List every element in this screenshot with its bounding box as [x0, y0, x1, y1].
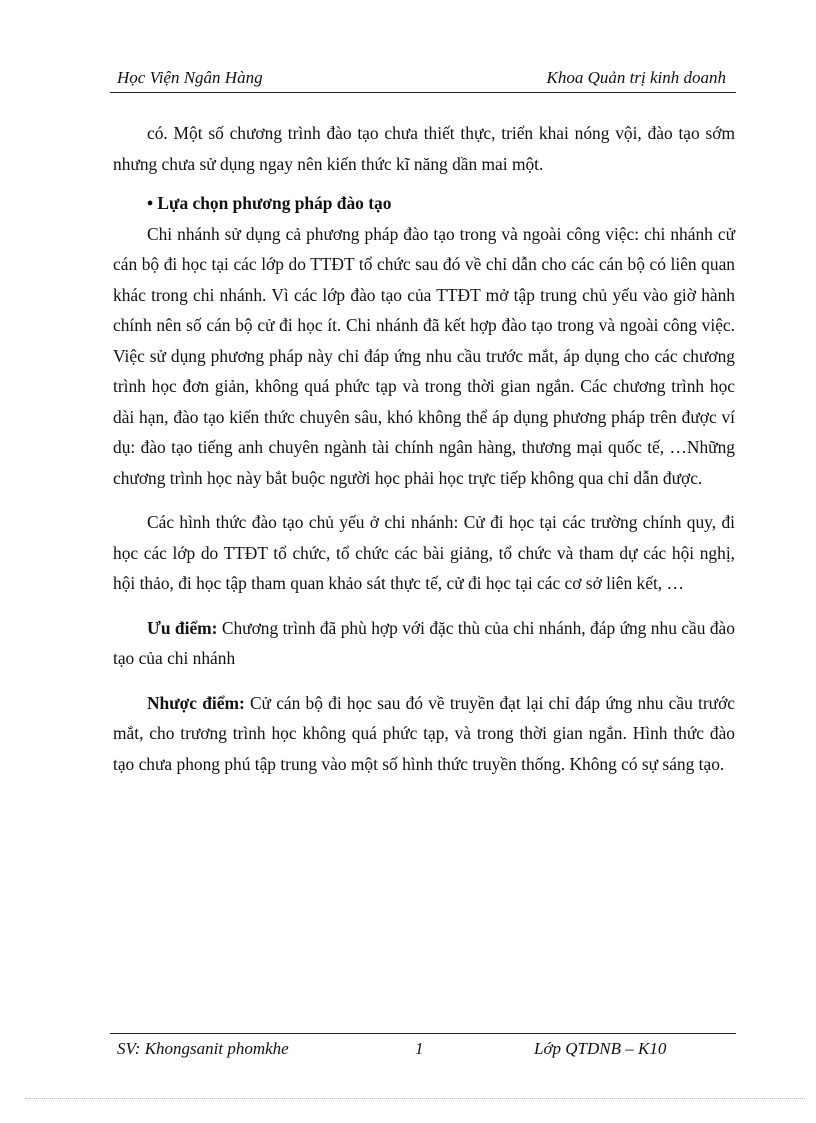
footer-class: Lớp QTDNB – K10 [534, 1039, 667, 1058]
paragraph-advantages [113, 613, 735, 674]
advantages-label: Ưu điểm: [147, 617, 218, 638]
page-boundary-line [25, 1098, 805, 1099]
page-header [110, 64, 736, 93]
page-footer [110, 1033, 736, 1062]
paragraph-forms: Các hình thức đào tạo chủ yếu ở chi nhánh: Cử đi học tại các trường chính quy, đi học các lớp do TTĐT tổ chức, tổ chức các bài giảng, tổ chức và tham dự các hội nghị, hội thảo, đi học tập tham quan khảo sát thực tế, cử đi học tại các cơ sở liên kết, … [113, 512, 735, 593]
disadvantages-label: Nhược điểm: [147, 692, 245, 713]
disadvantages-text: Cử cán bộ đi học sau đó về truyền đạt lại chỉ đáp ứng nhu cầu trước mắt, cho trương trình học không quá phức tạp, và trong thời gian ngắn. Hình thức đào tạo chưa phong phú tập trung vào một số hình thức truyền thống. Không có sự sáng tạo. [113, 692, 735, 774]
paragraph-disadvantages [113, 688, 735, 780]
footer-student: SV: Khongsanit phomkhe [117, 1039, 289, 1058]
header-institution: Học Viện Ngân Hàng [117, 68, 263, 87]
paragraph-continuation: có. Một số chương trình đào tạo chưa thiết thực, triển khai nóng vội, đào tạo sớm nhưng chưa sử dụng ngay nên kiến thức kĩ năng dần mai một. [113, 123, 735, 174]
footer-page-number: 1 [415, 1039, 424, 1058]
section-heading: • Lựa chọn phương pháp đào tạo [147, 193, 392, 213]
header-faculty: Khoa Quản trị kinh doanh [546, 68, 726, 87]
advantages-text: Chương trình đã phù hợp với đặc thù của chi nhánh, đáp ứng nhu cầu đào tạo của chi nhánh [113, 617, 735, 668]
paragraph-methods: Chi nhánh sử dụng cả phương pháp đào tạo trong và ngoài công việc: chi nhánh cử cán bộ đi học tại các lớp do TTĐT tổ chức sau đó về chỉ dẫn cho các cán bộ có liên quan khác trong chi nhánh. Vì các lớp đào tạo của TTĐT mở tập trung chủ yếu vào giờ hành chính nên số cán bộ cử đi học ít. Chi nhánh đã kết hợp đào tạo trong và ngoài công việc. Việc sử dụng phương pháp này chỉ đáp ứng nhu cầu trước mắt, áp dụng cho các chương trình học đơn giản, không quá phức tạp và trong thời gian ngắn. Các chương trình học dài hạn, đào tạo kiến thức chuyên sâu, khó không thể áp dụng phương pháp trên được ví dụ: đào tạo tiếng anh chuyên ngành tài chính ngân hàng, thương mại quốc tế, …Những chương trình học này bắt buộc người học phải học trực tiếp không qua chỉ dẫn được. [113, 223, 735, 488]
document-body [113, 118, 735, 779]
